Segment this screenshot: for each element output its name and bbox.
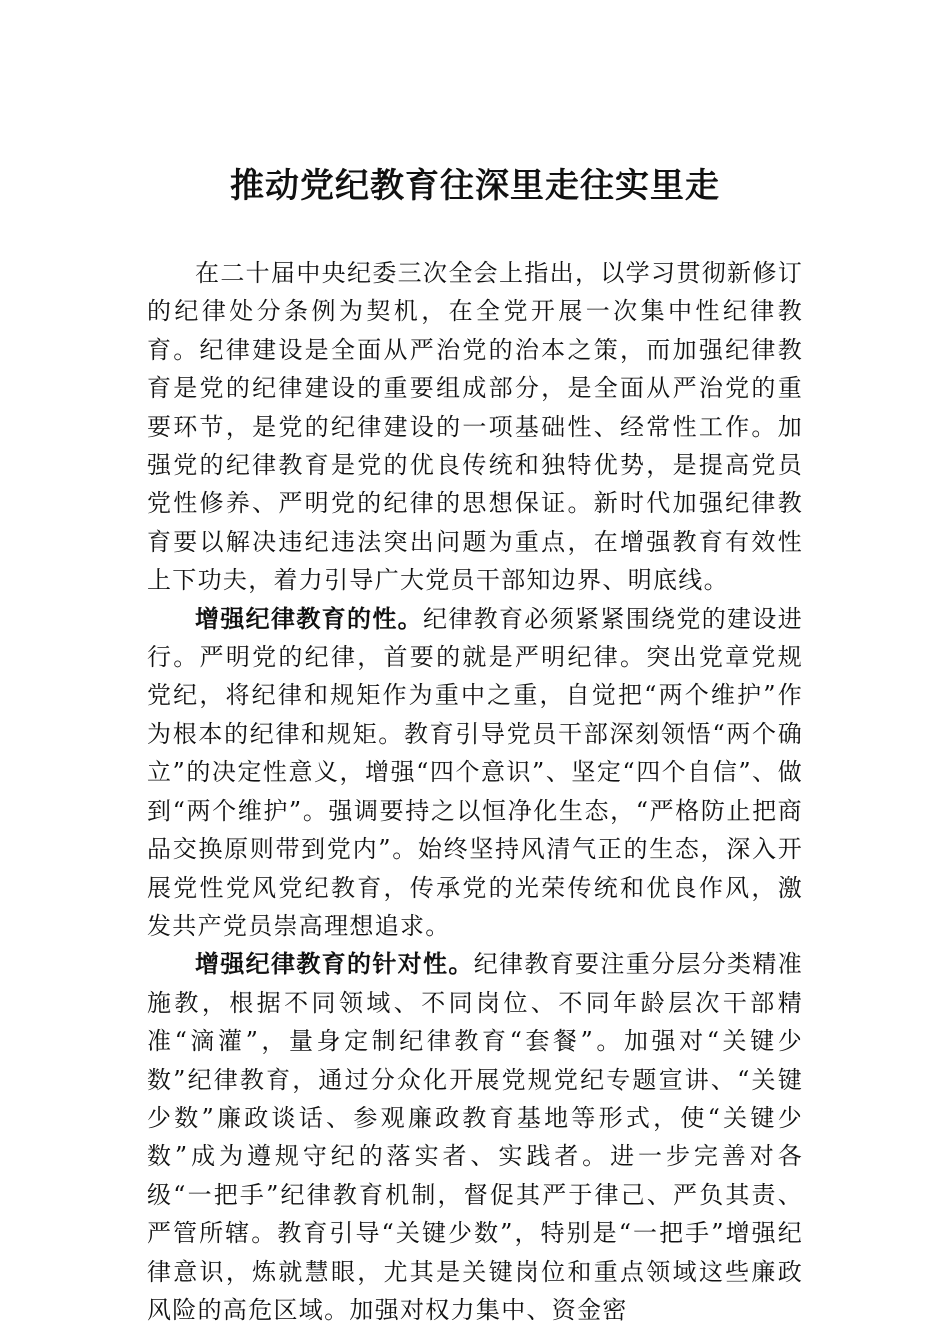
paragraph-discipline-nature [147, 600, 803, 946]
paragraph-lead: 增强纪律教育的针对性。 [195, 949, 474, 979]
paragraph-text: 纪律教育必须紧紧围绕党的建设进行。严明党的纪律，首要的就是严明纪律。突出党章党规党纪，将纪律和规矩作为重中之重，自觉把“两个维护”作为根本的纪律和规矩。教育引导党员干部深刻领悟“两个确立”的决定性意义，增强“四个意识”、坚定“四个自信”、做到“两个维护”。强调要持之以恒净化生态，“严格防止把商品交换原则带到党内”。始终坚持风清气正的生态，深入开展党性党风党纪教育，传承党的光荣传统和优良作风，激发共产党员崇高理想追求。 [147, 604, 803, 940]
paragraph-lead: 增强纪律教育的性。 [195, 603, 424, 633]
document-body [147, 254, 803, 1329]
paragraph-discipline-targeting [147, 945, 803, 1329]
paragraph-text: 在二十届中央纪委三次全会上指出，以学习贯彻新修订的纪律处分条例为契机，在全党开展一次集中性纪律教育。纪律建设是全面从严治党的治本之策，而加强纪律教育是党的纪律建设的重要组成部分，是全面从严治党的重要环节，是党的纪律建设的一项基础性、经常性工作。加强党的纪律教育是党的优良传统和独特优势，是提高党员党性修养、严明党的纪律的思想保证。新时代加强纪律教育要以解决违纪违法突出问题为重点，在增强教育有效性上下功夫，着力引导广大党员干部知边界、明底线。 [147, 259, 803, 595]
document-title: 推动党纪教育往深里走往实里走 [230, 166, 720, 206]
paragraph-intro [147, 254, 803, 600]
paragraph-text: 纪律教育要注重分层分类精准施教，根据不同领域、不同岗位、不同年龄层次干部精准“滴灌”，量身定制纪律教育“套餐”。加强对“关键少数”纪律教育，通过分众化开展党规党纪专题宣讲、“关键少数”廉政谈话、参观廉政教育基地等形式，使“关键少数”成为遵规守纪的落实者、实践者。进一步完善对各级“一把手”纪律教育机制，督促其严于律己、严负其责、严管所辖。教育引导“关键少数”，特别是“一把手”增强纪律意识，炼就慧眼，尤其是关键岗位和重点领域这些廉政风险的高危区域。加强对权力集中、资金密 [147, 950, 803, 1324]
